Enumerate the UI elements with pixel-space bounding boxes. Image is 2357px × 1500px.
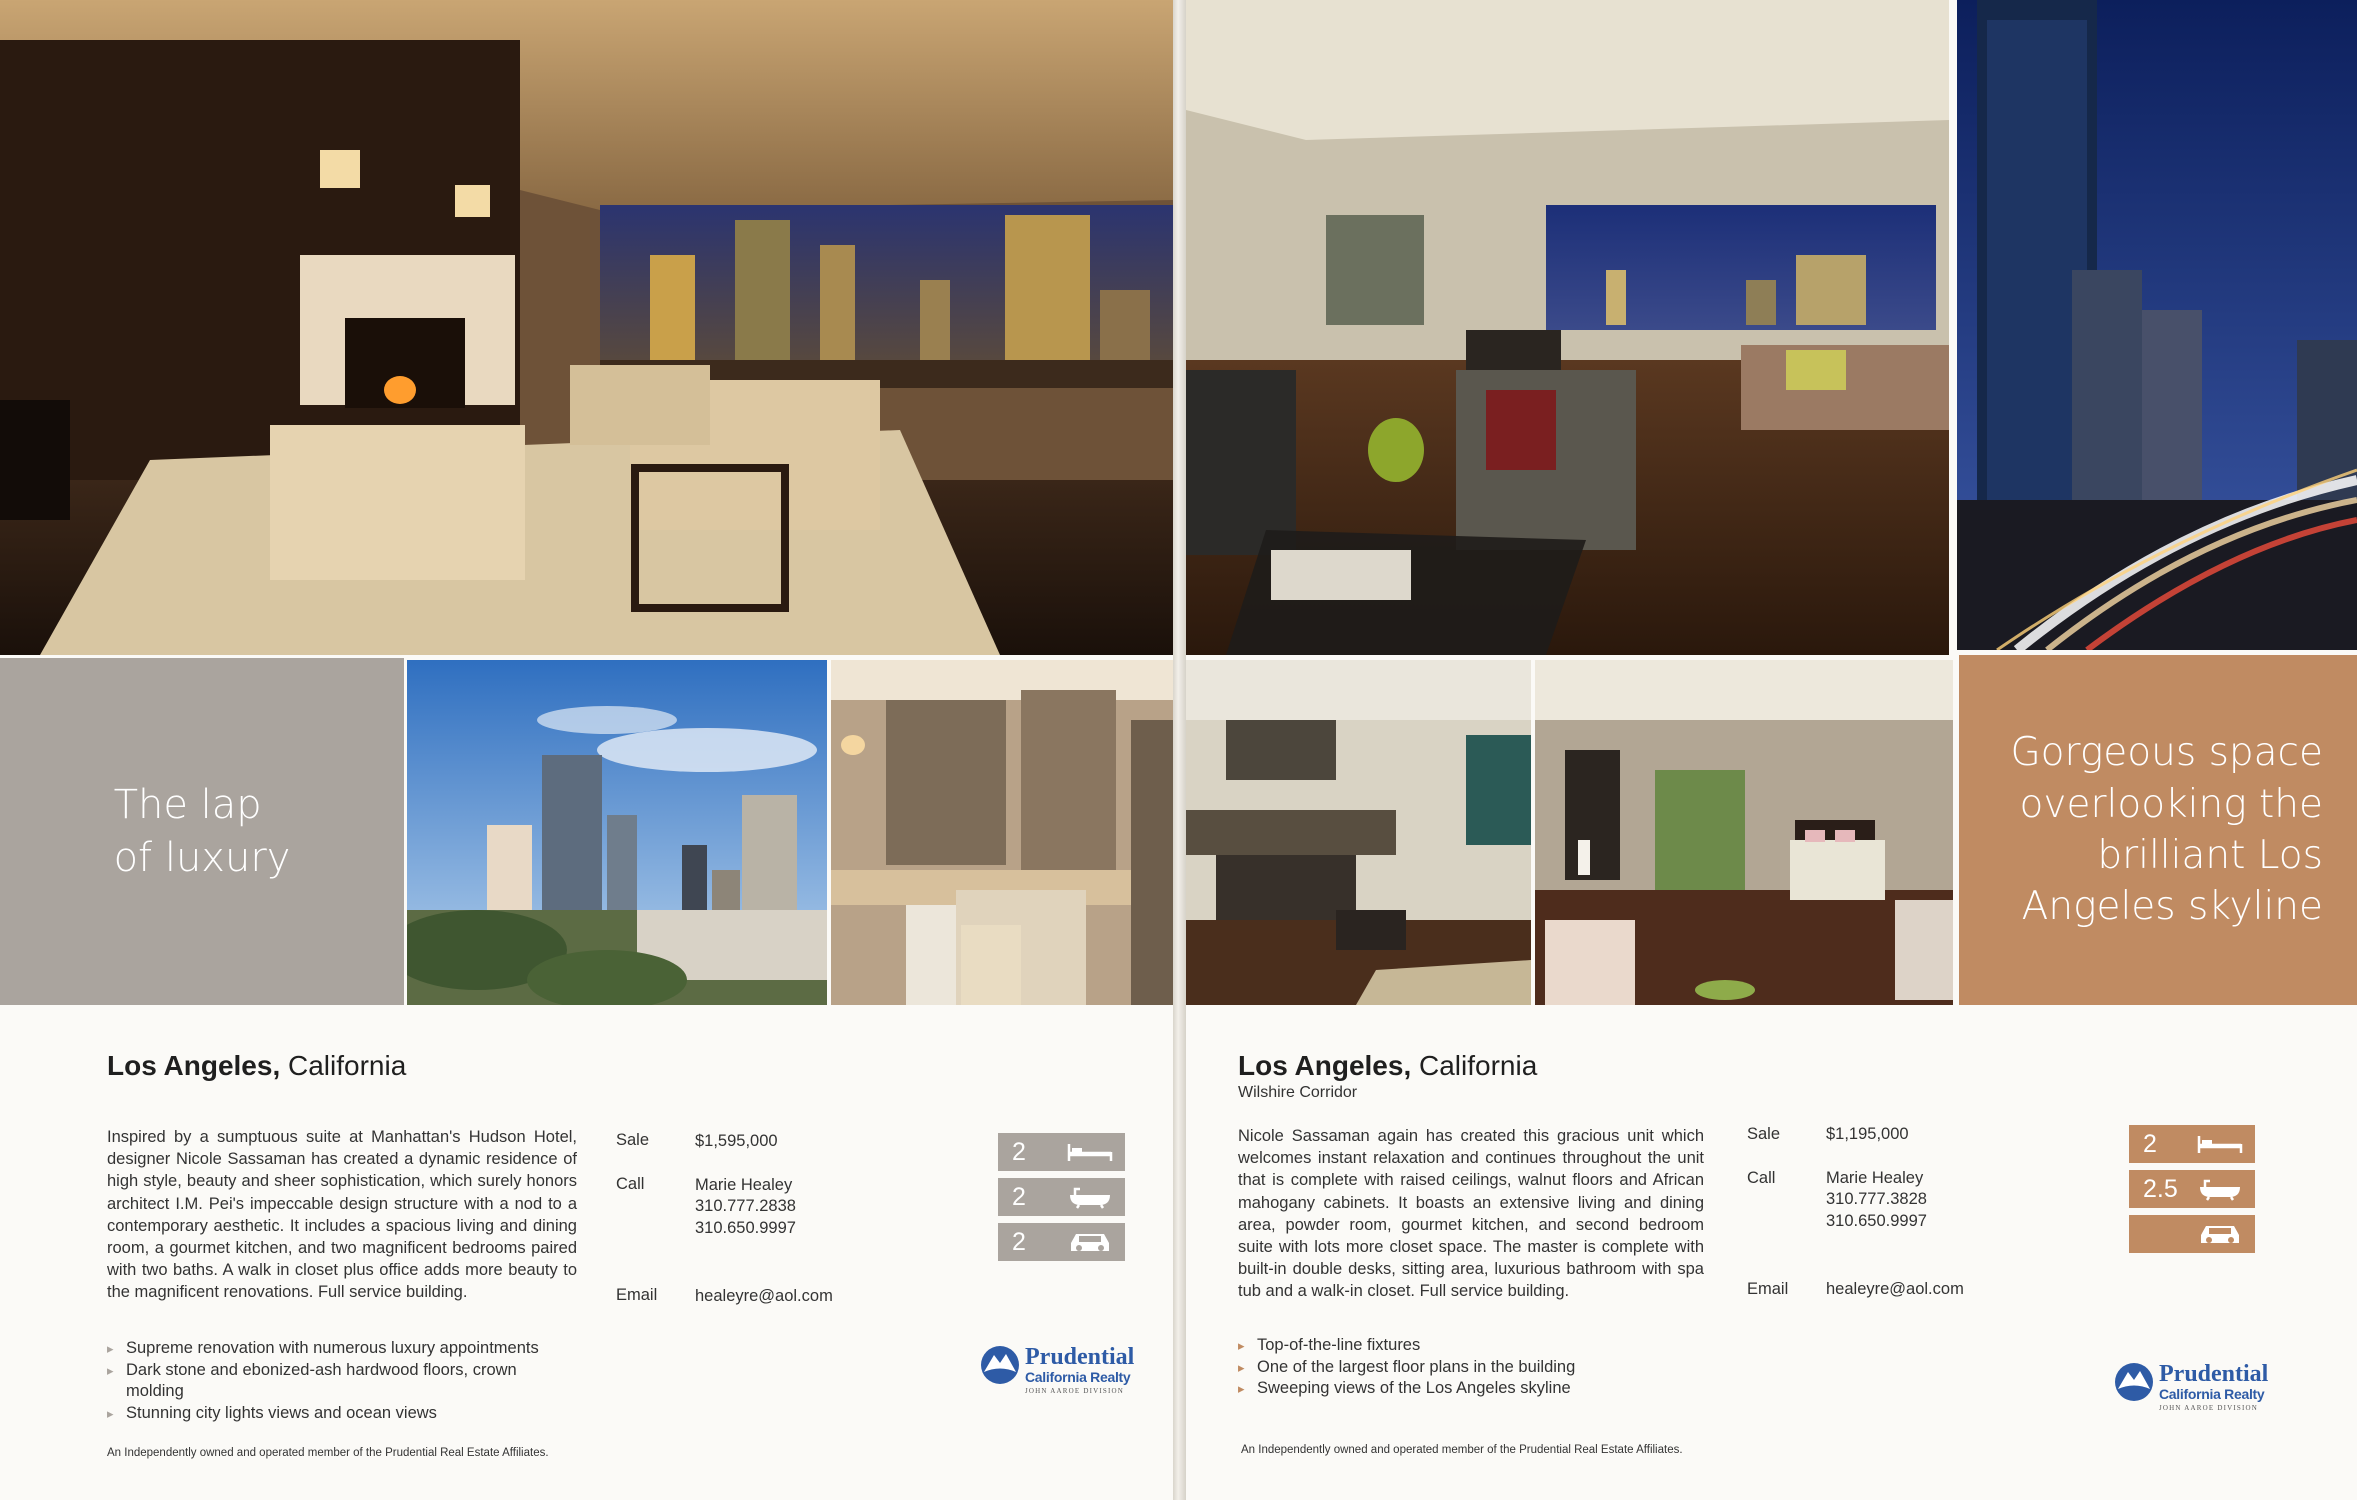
right-page: [1186, 0, 2357, 1500]
city-skyline-photo: [407, 660, 827, 1005]
bedroom-count: 2: [2143, 1129, 2157, 1158]
bedroom-count: 2: [1012, 1137, 1026, 1166]
parking-box: [998, 1223, 1125, 1261]
kitchen-photo: [1186, 660, 1531, 1005]
heading-city: Los Angeles,: [107, 1050, 281, 1081]
rock-logo-icon: [2114, 1362, 2154, 1402]
tagline-line: Angeles skyline: [2021, 884, 2323, 930]
phone-number: 310.650.9997: [1826, 1212, 1927, 1230]
living-room-photo: [0, 0, 1173, 655]
listing-heading: [107, 1050, 406, 1082]
bullet-item: ▸ Top-of-the-line fixtures: [1238, 1335, 1704, 1357]
tagline-line: brilliant Los: [2097, 833, 2323, 878]
prudential-logo: [980, 1345, 1134, 1397]
sale-price: $1,195,000: [1826, 1125, 1909, 1143]
footnote: An Independently owned and operated member of the Prudential Real Estate Affiliates.: [107, 1447, 549, 1459]
listing-description: Nicole Sassaman again has created this gracious unit which welcomes instant relaxation and continues throughout the unit that is complete with raised ceilings, walnut floors and African mahogany cabinets. It boasts an extensive living and dining area, powder room, gourmet kitchen, and second bedroom suite with lots more closet space. The master is complete with built-in double desks, sitting area, luxurious bathroom with spa tub and a walk-in closet. Full service building.: [1238, 1127, 1704, 1301]
listing-description: Inspired by a sumptuous suite at Manhattan's Hudson Hotel, designer Nicole Sassaman has created a dynamic residence of high style, beauty and sheer sophistication, which surely honors architect I.M. Pei's impeccable design structure with a nod to a contemporary aesthetic. It includes a spacious living and dining room, a gourmet kitchen, and two magnificent bedrooms paired with two baths. A walk in closet plus office adds more beauty to the magnificent renovations. Full service building.: [107, 1128, 577, 1302]
tagline-line: Gorgeous space: [2010, 730, 2323, 776]
bedrooms-box: [2129, 1125, 2255, 1163]
left-page: [0, 0, 1173, 1500]
heading-state: California: [1419, 1050, 1538, 1081]
listing-subheading: Wilshire Corridor: [1238, 1084, 1358, 1101]
bedroom-photo: [1535, 660, 1953, 1005]
phone-number: 310.777.2838: [695, 1197, 796, 1215]
tagline-box: [0, 658, 404, 1005]
rock-logo-icon: [980, 1345, 1020, 1385]
logo-subtitle: California Realty: [2159, 1386, 2265, 1402]
footnote: An Independently owned and operated member of the Prudential Real Estate Affiliates.: [1241, 1444, 1683, 1456]
sale-label: Sale: [1747, 1125, 1781, 1143]
heading-state: California: [288, 1050, 407, 1081]
bathroom-photo: [831, 660, 1173, 1005]
bedrooms-box: [998, 1133, 1125, 1171]
bathrooms-box: [2129, 1170, 2255, 1208]
agent-name: Marie Healey: [695, 1176, 793, 1194]
feature-bullets: [107, 1338, 577, 1424]
bathrooms-box: [998, 1178, 1125, 1216]
prudential-logo: [2114, 1362, 2268, 1414]
phone-number: 310.777.3828: [1826, 1190, 1927, 1208]
bullet-item: ▸ One of the largest floor plans in the building: [1238, 1357, 1704, 1379]
bullet-item: ▸ Supreme renovation with numerous luxury appointments: [107, 1338, 577, 1360]
logo-division: JOHN AAROE DIVISION: [2159, 1404, 2259, 1412]
tagline-line: of luxury: [113, 834, 291, 881]
bathroom-count: 2.5: [2143, 1174, 2178, 1203]
parking-count: 2: [1012, 1227, 1026, 1256]
parking-box: [2129, 1215, 2255, 1253]
tagline-box: [1959, 655, 2357, 1005]
email-address[interactable]: healeyre@aol.com: [695, 1287, 833, 1305]
bed-icon: [1054, 1141, 1125, 1163]
logo-division: JOHN AAROE DIVISION: [1025, 1387, 1125, 1395]
sale-price: $1,595,000: [695, 1132, 778, 1150]
bullet-item: ▸ Sweeping views of the Los Angeles skyline: [1238, 1378, 1704, 1400]
feature-bullets: [1238, 1335, 1704, 1400]
car-icon: [1054, 1229, 1125, 1255]
call-label: Call: [616, 1175, 645, 1193]
logo-subtitle: California Realty: [1025, 1369, 1131, 1385]
bathtub-icon: [1054, 1185, 1125, 1209]
phone-number: 310.650.9997: [695, 1219, 796, 1237]
tagline-line: overlooking the: [2019, 781, 2323, 827]
bed-icon: [2185, 1133, 2255, 1155]
street-night-photo: [1957, 0, 2357, 650]
bathtub-icon: [2185, 1177, 2255, 1201]
call-label: Call: [1747, 1169, 1776, 1187]
car-icon: [2185, 1221, 2255, 1247]
bullet-item: ▸ Stunning city lights views and ocean views: [107, 1403, 577, 1425]
sale-label: Sale: [616, 1131, 650, 1149]
logo-brand: Prudential: [1025, 1344, 1135, 1370]
email-label: Email: [1747, 1280, 1789, 1298]
heading-city: Los Angeles,: [1238, 1050, 1412, 1081]
page-gutter: [1173, 0, 1186, 1500]
email-label: Email: [616, 1286, 658, 1304]
living-room-photo: [1186, 0, 1949, 655]
email-address[interactable]: healeyre@aol.com: [1826, 1280, 1964, 1298]
bullet-item: ▸ Dark stone and ebonized-ash hardwood floors, crown molding: [107, 1360, 577, 1403]
tagline-line: The lap: [113, 781, 262, 828]
bathroom-count: 2: [1012, 1182, 1026, 1211]
agent-name: Marie Healey: [1826, 1169, 1924, 1187]
listing-heading: [1238, 1050, 1537, 1082]
logo-brand: Prudential: [2159, 1361, 2269, 1387]
